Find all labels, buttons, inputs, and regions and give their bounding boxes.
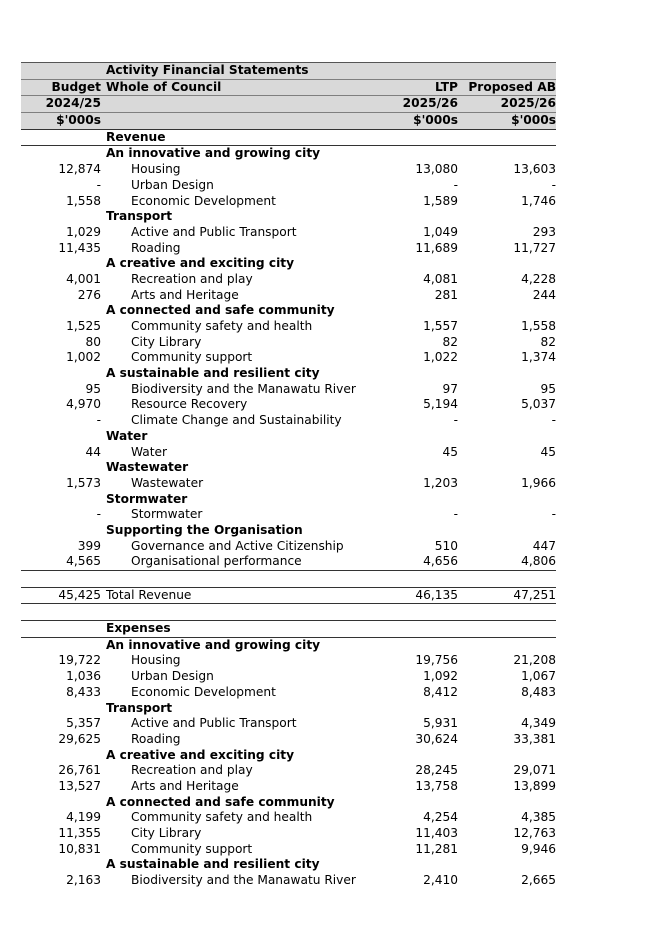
table-row: 1,002 Community support 1,022 1,374: [66, 350, 556, 365]
statement-title: Activity Financial Statements: [106, 63, 309, 77]
group-heading: Stormwater: [106, 491, 188, 506]
table-row: - Climate Change and Sustainability - -: [96, 413, 556, 428]
expenses-body: [21, 638, 556, 889]
table-row: 10,831 Community support 11,281 9,946: [58, 841, 556, 856]
table-row: 1,558 Economic Development 1,589 1,746: [66, 193, 556, 208]
group-heading: A sustainable and resilient city: [106, 857, 320, 872]
expenses-section-label: Expenses: [21, 620, 556, 638]
table-row: 4,565 Organisational performance 4,656 4,806: [66, 554, 556, 569]
group-heading: A creative and exciting city: [106, 256, 295, 271]
table-row: 11,355 City Library 11,403 12,763: [58, 826, 556, 840]
table-row: 95 Biodiversity and the Manawatu River 97 95: [85, 381, 556, 396]
group-heading: Transport: [106, 700, 173, 715]
table-row: 1,573 Wastewater 1,203 1,966: [66, 475, 556, 490]
group-heading: A sustainable and resilient city: [106, 366, 320, 381]
group-heading: A creative and exciting city: [106, 747, 295, 762]
table-row: 13,527 Arts and Heritage 13,758 13,899: [58, 778, 556, 793]
table-row: - Urban Design - -: [96, 177, 556, 192]
header-title-row: [21, 62, 556, 79]
header-year-row: 2024/25 2025/26 2025/26: [21, 95, 556, 112]
group-heading: Supporting the Organisation: [106, 522, 303, 537]
col-proposed-header: Proposed AB: [468, 79, 556, 94]
table-row: 399 Governance and Active Citizenship 510 447: [77, 538, 556, 553]
header-unit-row: $'000s $'000s $'000s: [21, 112, 556, 129]
table-row: 4,970 Resource Recovery 5,194 5,037: [66, 397, 556, 412]
table-row: 44 Water 45 45: [85, 444, 556, 459]
group-heading: Wastewater: [106, 460, 189, 475]
col-budget-header: Budget: [51, 79, 101, 94]
table-row: 1,525 Community safety and health 1,557 1,558: [66, 319, 556, 333]
table-row: 12,874 Housing 13,080 13,603: [58, 162, 556, 177]
group-heading: An innovative and growing city: [106, 637, 321, 652]
table-row: 8,433 Economic Development 8,412 8,483: [66, 684, 556, 699]
table-row: 80 City Library 82 82: [85, 334, 556, 349]
header-column-row: [21, 79, 556, 96]
table-row: - Stormwater - -: [96, 507, 556, 522]
table-row: 276 Arts and Heritage 281 244: [77, 287, 556, 302]
table-row: 2,163 Biodiversity and the Manawatu River 2,410 2,665: [66, 873, 556, 888]
financial-statement-table: [21, 62, 556, 889]
table-row: 19,722 Housing 19,756 21,208: [58, 653, 556, 668]
col-ltp-header: LTP: [435, 79, 458, 94]
table-row: 5,357 Active and Public Transport 5,931 4,349: [66, 716, 556, 731]
group-heading: Water: [106, 428, 148, 443]
group-heading: Transport: [106, 209, 173, 224]
table-row: 11,435 Roading 11,689 11,727: [58, 240, 556, 255]
table-row: 4,199 Community safety and health 4,254 4,385: [66, 810, 556, 825]
entity-name: Whole of Council: [106, 79, 222, 94]
revenue-section-label: Revenue: [21, 129, 556, 147]
table-row: 29,625 Roading 30,624 33,381: [58, 731, 556, 746]
revenue-body: [21, 146, 556, 570]
total-revenue-row: 45,425 Total Revenue 46,135 47,251: [21, 587, 556, 605]
table-row: 4,001 Recreation and play 4,081 4,228: [66, 271, 556, 286]
table-row: 26,761 Recreation and play 28,245 29,071: [58, 763, 556, 778]
group-heading: An innovative and growing city: [106, 146, 321, 161]
table-row: 1,036 Urban Design 1,092 1,067: [66, 669, 556, 684]
group-heading: A connected and safe community: [106, 303, 335, 318]
group-heading: A connected and safe community: [106, 794, 335, 809]
table-row: 1,029 Active and Public Transport 1,049 293: [66, 224, 556, 239]
